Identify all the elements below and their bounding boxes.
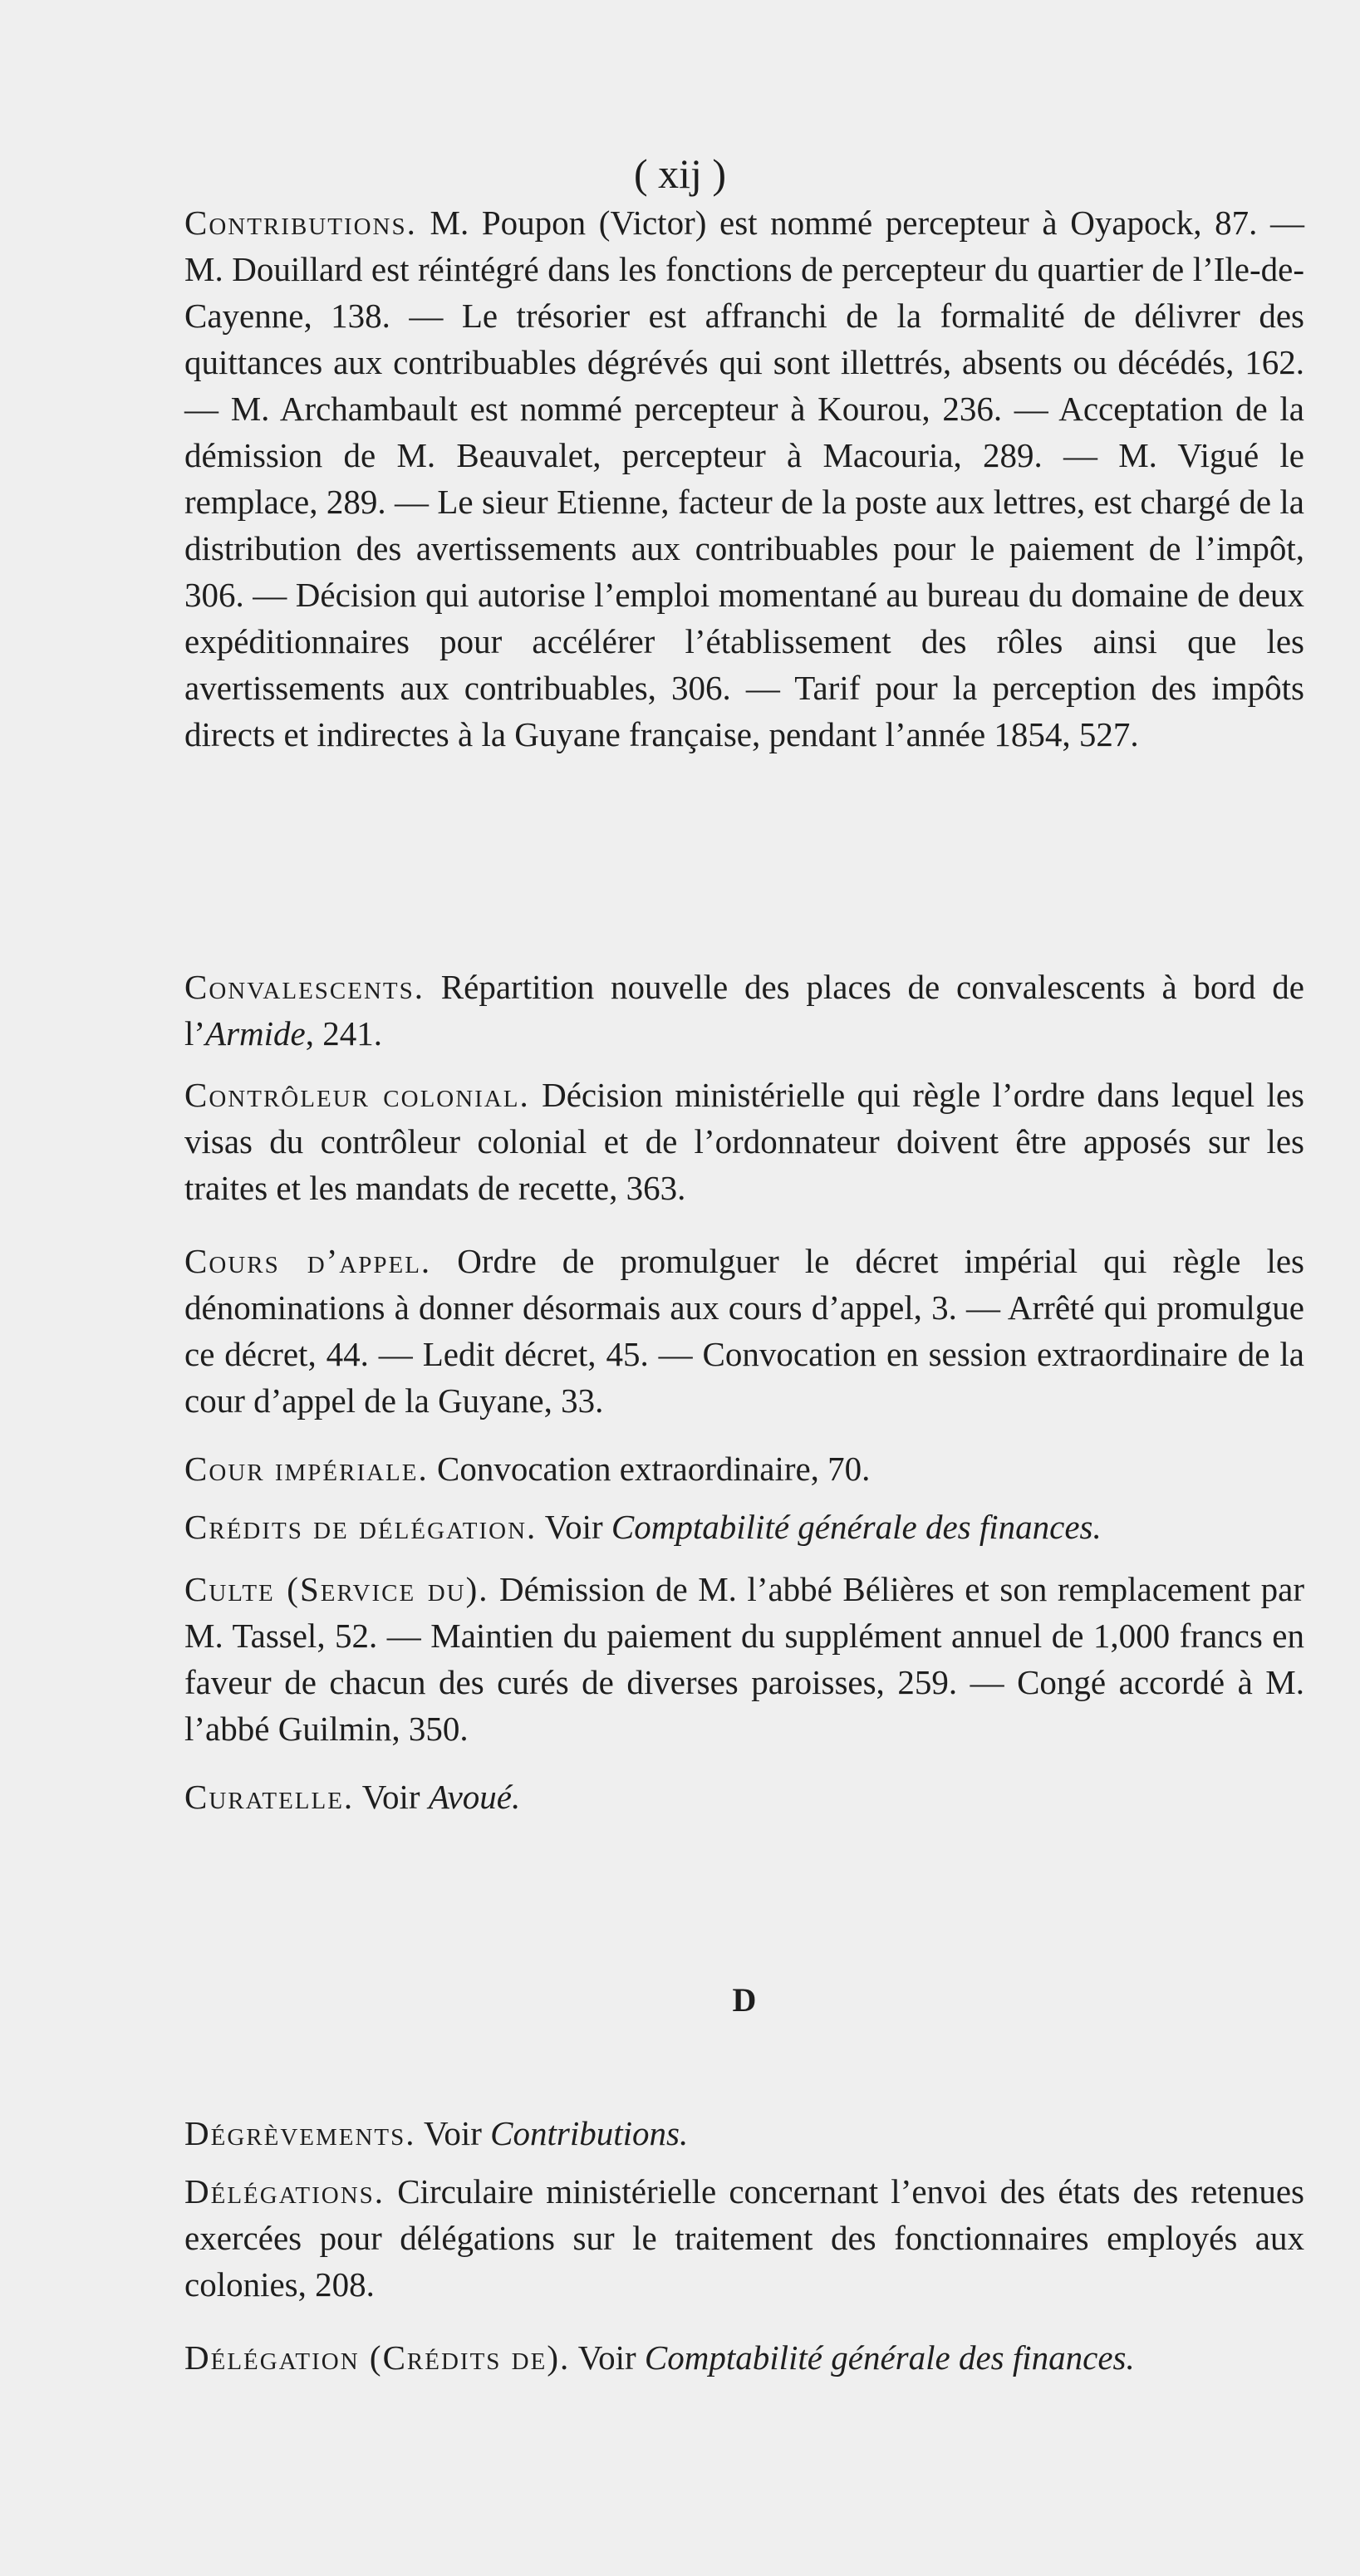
entry-heading: Cours d’appel. xyxy=(184,1242,432,1280)
entry-text: Voir xyxy=(544,1508,611,1546)
entry-heading: Délégation (Crédits de). xyxy=(184,2338,571,2377)
entry-italic-text: Avoué. xyxy=(428,1778,521,1816)
entry-text: Démission de M. l’abbé Bélières et son remplacement par M. Tassel, 52. — Maintien du paiement du supplément annuel de 1,000 francs en faveur de chacun des curés de diverses paroisses, 259. — Congé accordé à M. l’abbé Guilmin, 350. xyxy=(184,1570,1304,1748)
entry-text: Ordre de promulguer le décret impérial qui règle les dénominations à donner désormais aux cours d’appel, 3. — Arrêté qui promulgue ce décret, 44. — Ledit décret, 45. — Convocation en session extraordinaire de la cour d’appel de la Guyane, 33. xyxy=(184,1242,1304,1420)
entry-text: Circulaire ministérielle concernant l’envoi des états des retenues exercées pour délégations sur le traitement des fonctionnaires employés aux colonies, 208. xyxy=(184,2172,1304,2304)
entry-cours-appel xyxy=(184,1238,1304,1424)
entry-curatelle xyxy=(184,1774,1304,1820)
entry-italic-text: Contributions. xyxy=(490,2114,689,2152)
entry-italic-text: Comptabilité générale des finances. xyxy=(611,1508,1102,1546)
page-number: ( xij ) xyxy=(633,150,727,197)
entry-text: Voir xyxy=(361,1778,429,1816)
entry-heading: Contributions. xyxy=(184,204,417,242)
entry-text: Convocation extraordinaire, 70. xyxy=(436,1450,871,1488)
entry-tail-text: , 241. xyxy=(305,1014,382,1052)
entry-heading: Délégations. xyxy=(184,2172,385,2210)
entry-text: M. Poupon (Victor) est nommé percepteur à Oyapock, 87. — M. Douillard est réintégré dans les fonctions de percepteur du quartier de l’Ile-de-Cayenne, 138. — Le trésorier est affranchi de la formalité de délivrer des quittances aux contribuables dégrévés qui sont illettrés, absents ou décédés, 162. — M. Archambault est nommé percepteur à Kourou, 236. — Acceptation de la démission de M. Beauvalet, percepteur à Macouria, 289. — M. Vigué le remplace, 289. — Le sieur Etienne, facteur de la poste aux lettres, est chargé de la distribution des avertissements aux contribuables pour le paiement de l’impôt, 306. — Décision qui autorise l’emploi momentané au bureau du domaine de deux expéditionnaires pour accélérer l’établissement des rôles ainsi que les avertissements aux contribuables, 306. — Tarif pour la perception des impôts directs et indirectes à la Guyane française, pendant l’année 1854, 527. xyxy=(184,204,1305,753)
entry-convalescents xyxy=(184,964,1304,1057)
entry-text: Décision ministérielle qui règle l’ordre dans lequel les visas du contrôleur colonial et de l’ordonnateur doivent être apposés sur les traites et les mandats de recette, 363. xyxy=(184,1076,1305,1207)
entry-text: Voir xyxy=(577,2338,645,2377)
entry-heading: Convalescents. xyxy=(184,968,425,1006)
entry-italic-text: Comptabilité générale des finances. xyxy=(644,2338,1135,2377)
entry-degrevements xyxy=(184,2110,1304,2156)
entry-controleur-colonial xyxy=(184,1072,1304,1211)
entry-italic-text: Armide xyxy=(205,1014,306,1052)
section-letter: D xyxy=(732,1981,757,2019)
entry-contributions xyxy=(184,199,1304,758)
entry-heading: Dégrèvements. xyxy=(184,2114,416,2152)
entry-cour-imperiale xyxy=(184,1445,1304,1492)
entry-delegation-credits xyxy=(184,2334,1304,2381)
entry-heading: Contrôleur colonial. xyxy=(184,1076,530,1114)
entry-text: Répartition nouvelle des places de convalescents à bord de l’ xyxy=(184,968,1304,1052)
entry-heading: Crédits de délégation. xyxy=(184,1508,538,1546)
entry-heading: Culte (Service du). xyxy=(184,1570,489,1608)
entry-credits-delegation xyxy=(184,1504,1304,1550)
entry-heading: Curatelle. xyxy=(184,1778,355,1816)
entry-text: Voir xyxy=(424,2114,491,2152)
entry-delegations xyxy=(184,2168,1304,2308)
entry-heading: Cour impériale. xyxy=(184,1450,429,1488)
entry-culte xyxy=(184,1566,1304,1752)
